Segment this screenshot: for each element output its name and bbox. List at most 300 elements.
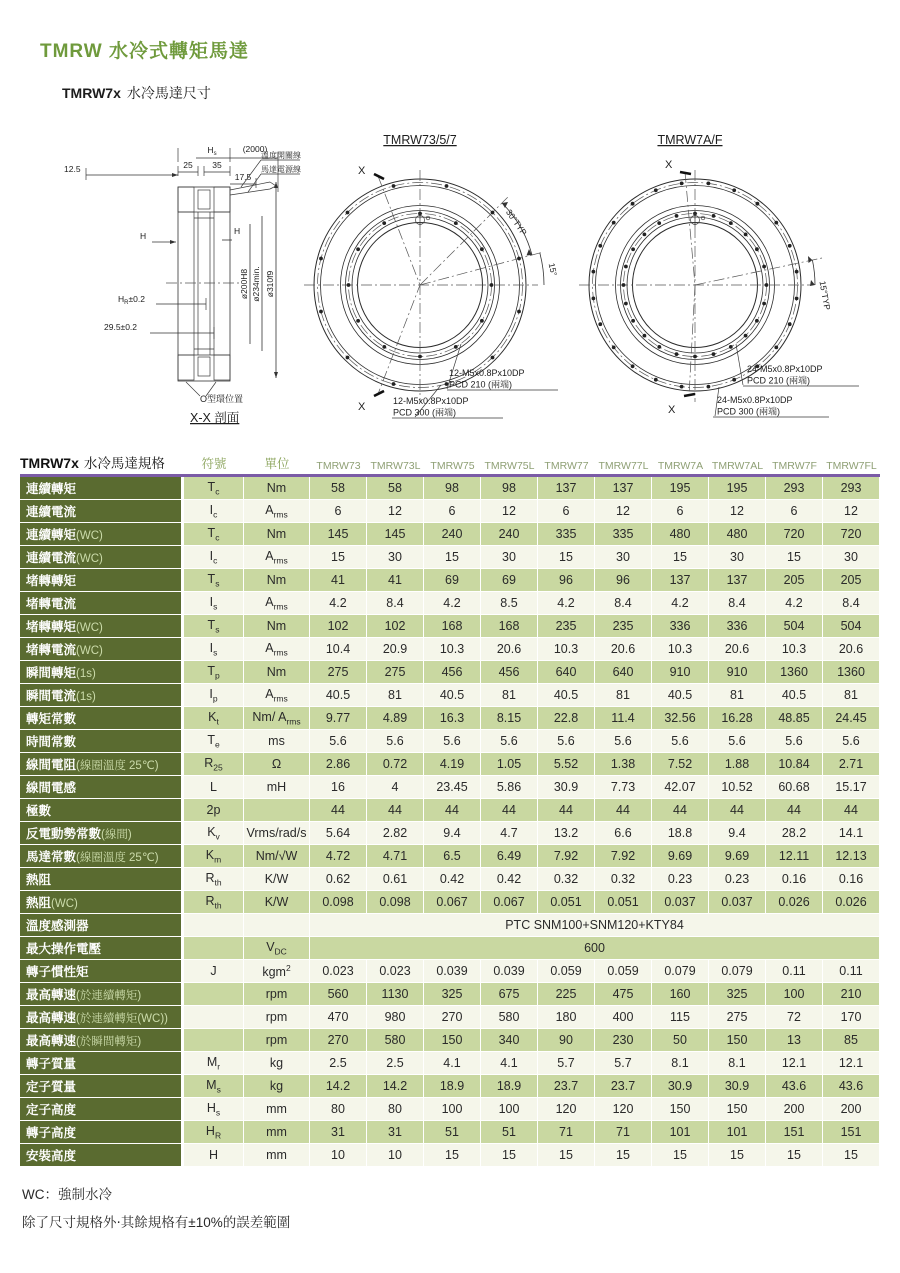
cell-value: 5.6 (481, 730, 538, 753)
cell-value: 15.17 (823, 776, 880, 799)
cell-value: 195 (709, 477, 766, 500)
cell-value: 180 (538, 1006, 595, 1029)
cell-value: 200 (766, 1098, 823, 1121)
cell-value: 101 (709, 1121, 766, 1144)
cell-value: 0.23 (709, 868, 766, 891)
dim-17-5: 17.5 (234, 172, 252, 182)
cell-value: 0.32 (538, 868, 595, 891)
col-header-model: TMRW7FL (823, 452, 880, 477)
cell-value: 101 (652, 1121, 709, 1144)
cell-value: 44 (709, 799, 766, 822)
row-label: 最高轉速(於瞬間轉矩) (20, 1029, 184, 1052)
note-pcd210-2: PCD 210 (兩端) (449, 379, 513, 390)
cell-value: 15 (823, 1144, 880, 1167)
cell-value: 150 (709, 1098, 766, 1121)
cell-value: 0.051 (538, 891, 595, 914)
cell-value: 7.92 (538, 845, 595, 868)
cell-value: 1.38 (595, 753, 652, 776)
cell-value: 7.73 (595, 776, 652, 799)
cell-value: 504 (766, 615, 823, 638)
cell-value: 0.098 (367, 891, 424, 914)
cell-value: 100 (481, 1098, 538, 1121)
cell-value: 1360 (766, 661, 823, 684)
row-span-value: PTC SNM100+SNM120+KTY84 (310, 914, 880, 937)
row-unit: kgm$^2$ (244, 960, 310, 983)
note-pcd210: 12-M5x0.8Px10DP (449, 368, 525, 378)
row-label: 最大操作電壓 (20, 937, 184, 960)
row-label: 最高轉速(於連續轉矩(WC)) (20, 1006, 184, 1029)
cell-value: 9.4 (424, 822, 481, 845)
row-label: 馬達常數(線圈溫度 25℃) (20, 845, 184, 868)
drawing-title: TMRW73/5/7 (383, 133, 457, 147)
row-unit: $V_{DC}$ (244, 937, 310, 960)
row-label: 熱阻(WC) (20, 891, 184, 914)
cell-value: 400 (595, 1006, 652, 1029)
row-symbol: $I_c$ (184, 500, 244, 523)
cell-value: 5.64 (310, 822, 367, 845)
cell-value: 5.6 (424, 730, 481, 753)
row-symbol: $T_s$ (184, 615, 244, 638)
cell-value: 0.61 (367, 868, 424, 891)
table-row (20, 1006, 880, 1029)
cell-value: 90 (538, 1029, 595, 1052)
cell-value: 15 (538, 546, 595, 569)
cell-value: 137 (538, 477, 595, 500)
cell-value: 120 (595, 1098, 652, 1121)
col-header-model: TMRW7F (766, 452, 823, 477)
cell-value: 44 (538, 799, 595, 822)
cell-value: 0.079 (709, 960, 766, 983)
cell-value: 20.6 (481, 638, 538, 661)
row-symbol: $K_m$ (184, 845, 244, 868)
cell-value: 480 (652, 523, 709, 546)
table-row (20, 822, 880, 845)
cell-value: 30 (595, 546, 652, 569)
cell-value: 8.4 (595, 592, 652, 615)
cell-value: 0.067 (481, 891, 538, 914)
cell-value: 2.82 (367, 822, 424, 845)
cell-value: 14.1 (823, 822, 880, 845)
row-label: 轉子質量 (20, 1052, 184, 1075)
cell-value: 335 (595, 523, 652, 546)
row-label: 堵轉電流(WC) (20, 638, 184, 661)
wire-label-2: 馬達電源線 (261, 165, 301, 174)
cell-value: 81 (595, 684, 652, 707)
table-header-row (20, 452, 880, 477)
cell-value: 675 (481, 983, 538, 1006)
row-unit (244, 914, 310, 937)
table-row (20, 845, 880, 868)
cell-value: 98 (481, 477, 538, 500)
cell-value: 640 (595, 661, 652, 684)
table-row (20, 799, 880, 822)
section-caption: X-X 剖面 (190, 411, 240, 425)
cell-value: 15 (595, 1144, 652, 1167)
row-unit: Nm/ $A_{rms}$ (244, 707, 310, 730)
cell-value: 210 (823, 983, 880, 1006)
cell-value: 325 (424, 983, 481, 1006)
cell-value: 5.6 (595, 730, 652, 753)
note-pcd300: 24-M5x0.8Px10DP (717, 395, 793, 405)
cell-value: 5.6 (538, 730, 595, 753)
cell-value: 5.7 (595, 1052, 652, 1075)
hatch-block (178, 355, 194, 380)
row-symbol: $I_p$ (184, 684, 244, 707)
row-symbol (184, 914, 244, 937)
row-unit: rpm (244, 1006, 310, 1029)
table-row (20, 1052, 880, 1075)
cell-value: 48.85 (766, 707, 823, 730)
row-unit: $A_{rms}$ (244, 592, 310, 615)
cell-value: 80 (367, 1098, 424, 1121)
row-symbol: $M_r$ (184, 1052, 244, 1075)
dim-12-5: 12.5 (64, 164, 81, 174)
cell-value: 8.15 (481, 707, 538, 730)
section-mark-x-top: X (665, 159, 673, 171)
cell-value: 6.49 (481, 845, 538, 868)
cell-value: 96 (595, 569, 652, 592)
cell-value: 0.039 (481, 960, 538, 983)
row-label: 時間常數 (20, 730, 184, 753)
angle-15typ: 15°TYP (817, 280, 833, 311)
dim-dia-234: ø234min. (251, 266, 261, 302)
cell-value: 44 (367, 799, 424, 822)
cell-value: 23.45 (424, 776, 481, 799)
row-label: 轉矩常數 (20, 707, 184, 730)
cell-value: 44 (652, 799, 709, 822)
section-mark-x-top: X (358, 165, 366, 177)
dim-h-right: H (234, 226, 241, 236)
cell-value: 9.4 (709, 822, 766, 845)
cell-value: 81 (709, 684, 766, 707)
cell-value: 240 (481, 523, 538, 546)
cell-value: 42.07 (652, 776, 709, 799)
cell-value: 10.84 (766, 753, 823, 776)
cell-value: 2.5 (367, 1052, 424, 1075)
row-symbol (184, 983, 244, 1006)
row-label: 定子質量 (20, 1075, 184, 1098)
row-unit: Ω (244, 753, 310, 776)
spec-table (20, 452, 880, 1167)
cell-value: 44 (595, 799, 652, 822)
cell-value: 20.6 (709, 638, 766, 661)
cell-value: 5.6 (652, 730, 709, 753)
cell-value: 40.5 (652, 684, 709, 707)
cell-value: 137 (652, 569, 709, 592)
page-title: TMRW 水冷式轉矩馬達 (40, 41, 250, 62)
table-row (20, 960, 880, 983)
cell-value: 240 (424, 523, 481, 546)
cell-value: 12.1 (823, 1052, 880, 1075)
cell-value: 60.68 (766, 776, 823, 799)
row-symbol: $T_e$ (184, 730, 244, 753)
cell-value: 456 (424, 661, 481, 684)
cell-value: 10.3 (766, 638, 823, 661)
cell-value: 44 (310, 799, 367, 822)
row-symbol: L (184, 776, 244, 799)
row-unit: $A_{rms}$ (244, 500, 310, 523)
cell-value: 1360 (823, 661, 880, 684)
row-label: 連續電流 (20, 500, 184, 523)
cell-value: 71 (595, 1121, 652, 1144)
row-symbol: $H_s$ (184, 1098, 244, 1121)
row-label: 連續電流(WC) (20, 546, 184, 569)
cell-value: 24.45 (823, 707, 880, 730)
cell-value: 30 (367, 546, 424, 569)
oring-label: O型環位置 (200, 394, 244, 404)
row-symbol: J (184, 960, 244, 983)
cell-value: 640 (538, 661, 595, 684)
section-mark-x-bottom: X (668, 404, 676, 416)
cell-value: 0.059 (595, 960, 652, 983)
row-label: 堵轉轉矩 (20, 569, 184, 592)
table-row (20, 684, 880, 707)
row-label: 瞬間電流(1s) (20, 684, 184, 707)
cell-value: 4.2 (766, 592, 823, 615)
cell-value: 6 (424, 500, 481, 523)
cell-value: 1.05 (481, 753, 538, 776)
table-row (20, 776, 880, 799)
cell-value: 275 (310, 661, 367, 684)
row-unit: mm (244, 1144, 310, 1167)
cell-value: 11.4 (595, 707, 652, 730)
cell-value: 20.6 (595, 638, 652, 661)
hatch-block (198, 190, 210, 209)
cell-value: 4.2 (310, 592, 367, 615)
cell-value: 72 (766, 1006, 823, 1029)
row-symbol: $T_s$ (184, 569, 244, 592)
cell-value: 270 (424, 1006, 481, 1029)
cell-value: 43.6 (823, 1075, 880, 1098)
cell-value: 475 (595, 983, 652, 1006)
angle-15: 15° (546, 262, 560, 277)
hatch-block (214, 355, 230, 380)
cell-value: 4.7 (481, 822, 538, 845)
dim-hs: $H_s$ (207, 145, 217, 157)
cell-value: 150 (652, 1098, 709, 1121)
cell-value: 14.2 (367, 1075, 424, 1098)
footnote-tolerance: 除了尺寸規格外‧其餘規格有±10%的誤差範圍 (22, 1215, 291, 1230)
cell-value: 325 (709, 983, 766, 1006)
cell-value: 51 (481, 1121, 538, 1144)
table-row (20, 868, 880, 891)
row-symbol (184, 937, 244, 960)
col-header-unit: 單位 (244, 452, 310, 477)
cell-value: 2.71 (823, 753, 880, 776)
cell-value: 200 (823, 1098, 880, 1121)
cell-value: 0.037 (652, 891, 709, 914)
cell-value: 1.88 (709, 753, 766, 776)
cell-value: 15 (481, 1144, 538, 1167)
note-pcd300-2: PCD 300 (兩端) (393, 407, 457, 418)
cell-value: 293 (766, 477, 823, 500)
row-unit: Nm (244, 477, 310, 500)
cell-value: 30.9 (709, 1075, 766, 1098)
cell-value: 15 (766, 546, 823, 569)
cell-value: 15 (538, 1144, 595, 1167)
cell-value: 137 (709, 569, 766, 592)
cell-value: 15 (709, 1144, 766, 1167)
cell-value: 0.079 (652, 960, 709, 983)
row-symbol: $R_{th}$ (184, 868, 244, 891)
subtitle-text: 水冷馬達尺寸 (126, 85, 211, 101)
row-symbol (184, 1029, 244, 1052)
cell-value: 22.8 (538, 707, 595, 730)
table-row (20, 1121, 880, 1144)
cell-value: 10.3 (538, 638, 595, 661)
dim-h-left: H (140, 231, 147, 241)
cell-value: 6 (766, 500, 823, 523)
cell-value: 40.5 (766, 684, 823, 707)
cell-value: 4.2 (424, 592, 481, 615)
front-view-tmrw7af (575, 128, 890, 440)
table-title: TMRW7x 水冷馬達規格 (20, 452, 184, 477)
cell-value: 225 (538, 983, 595, 1006)
dim-hr: $H_R\pm 0.2$ (118, 294, 145, 306)
wire-label-1: 溫度開關線 (261, 151, 301, 160)
cell-value: 4 (367, 776, 424, 799)
row-symbol: $I_c$ (184, 546, 244, 569)
cell-value: 16 (310, 776, 367, 799)
cell-value: 8.5 (481, 592, 538, 615)
table-row (20, 1029, 880, 1052)
cell-value: 270 (310, 1029, 367, 1052)
row-symbol: $T_c$ (184, 523, 244, 546)
table-row (20, 523, 880, 546)
cell-value: 0.026 (766, 891, 823, 914)
cell-value: 81 (481, 684, 538, 707)
cell-value: 44 (823, 799, 880, 822)
cell-value: 275 (367, 661, 424, 684)
row-unit: $A_{rms}$ (244, 546, 310, 569)
cell-value: 504 (823, 615, 880, 638)
cell-value: 7.52 (652, 753, 709, 776)
cell-value: 15 (310, 546, 367, 569)
dim-35: 35 (212, 160, 222, 170)
cell-value: 151 (823, 1121, 880, 1144)
row-label: 連續轉矩(WC) (20, 523, 184, 546)
cell-value: 5.6 (310, 730, 367, 753)
cell-value: 120 (538, 1098, 595, 1121)
cell-value: 0.039 (424, 960, 481, 983)
cell-value: 102 (310, 615, 367, 638)
table-row (20, 891, 880, 914)
cell-value: 41 (310, 569, 367, 592)
cell-value: 100 (766, 983, 823, 1006)
cell-value: 910 (709, 661, 766, 684)
cell-value: 4.72 (310, 845, 367, 868)
cell-value: 6.5 (424, 845, 481, 868)
row-unit: K/W (244, 891, 310, 914)
cell-value: 720 (766, 523, 823, 546)
row-symbol: $T_c$ (184, 477, 244, 500)
row-symbol: $K_t$ (184, 707, 244, 730)
cell-value: 12.1 (766, 1052, 823, 1075)
table-row (20, 477, 880, 500)
row-unit: kg (244, 1075, 310, 1098)
cell-value: 205 (766, 569, 823, 592)
cell-value: 10.3 (424, 638, 481, 661)
cell-value: 151 (766, 1121, 823, 1144)
cell-value: 20.9 (367, 638, 424, 661)
table-row (20, 638, 880, 661)
cell-value: 580 (367, 1029, 424, 1052)
cell-value: 5.6 (766, 730, 823, 753)
section-mark-x-bottom: X (358, 401, 366, 413)
hatch-block (178, 187, 194, 212)
cell-value: 7.92 (595, 845, 652, 868)
table-row (20, 661, 880, 684)
cell-value: 13 (766, 1029, 823, 1052)
cell-value: 275 (709, 1006, 766, 1029)
cell-value: 0.026 (823, 891, 880, 914)
table-row (20, 983, 880, 1006)
row-label: 最高轉速(於連續轉矩) (20, 983, 184, 1006)
cell-value: 20.6 (823, 638, 880, 661)
cell-value: 5.6 (823, 730, 880, 753)
cell-value: 0.11 (766, 960, 823, 983)
cell-value: 293 (823, 477, 880, 500)
cell-value: 5.7 (538, 1052, 595, 1075)
col-header-model: TMRW75L (481, 452, 538, 477)
cell-value: 4.19 (424, 753, 481, 776)
cell-value: 0.32 (595, 868, 652, 891)
col-header-model: TMRW77 (538, 452, 595, 477)
cell-value: 51 (424, 1121, 481, 1144)
cell-value: 15 (766, 1144, 823, 1167)
cell-value: 41 (367, 569, 424, 592)
col-header-model: TMRW7A (652, 452, 709, 477)
col-header-model: TMRW7AL (709, 452, 766, 477)
cell-value: 456 (481, 661, 538, 684)
row-label: 堵轉電流 (20, 592, 184, 615)
row-unit: $A_{rms}$ (244, 684, 310, 707)
row-label: 轉子慣性矩 (20, 960, 184, 983)
cell-value: 12 (481, 500, 538, 523)
cell-value: 4.2 (652, 592, 709, 615)
col-header-model: TMRW77L (595, 452, 652, 477)
row-symbol: H (184, 1144, 244, 1167)
cell-value: 14.2 (310, 1075, 367, 1098)
cell-value: 9.69 (652, 845, 709, 868)
cell-value: 18.8 (652, 822, 709, 845)
dim-29-5: 29.5±0.2 (104, 322, 138, 332)
cell-value: 150 (709, 1029, 766, 1052)
cell-value: 336 (709, 615, 766, 638)
row-label: 反電動勢常數(線間) (20, 822, 184, 845)
row-unit: K/W (244, 868, 310, 891)
cell-value: 81 (823, 684, 880, 707)
cell-value: 8.4 (823, 592, 880, 615)
cell-value: 15 (652, 546, 709, 569)
cell-value: 480 (709, 523, 766, 546)
cell-value: 10 (310, 1144, 367, 1167)
row-unit: mm (244, 1098, 310, 1121)
dim-dia-310: ø310f9 (265, 270, 275, 298)
row-symbol: $H_R$ (184, 1121, 244, 1144)
row-label: 轉子高度 (20, 1121, 184, 1144)
cell-value: 195 (652, 477, 709, 500)
cell-value: 0.023 (367, 960, 424, 983)
note-pcd300-2: PCD 300 (兩端) (717, 406, 781, 417)
row-label: 連續轉矩 (20, 477, 184, 500)
hatch-block (198, 357, 210, 376)
cell-value: 0.023 (310, 960, 367, 983)
angle-30typ: 30°TYP (503, 207, 529, 238)
cell-value: 9.77 (310, 707, 367, 730)
cell-value: 31 (310, 1121, 367, 1144)
table-row (20, 707, 880, 730)
